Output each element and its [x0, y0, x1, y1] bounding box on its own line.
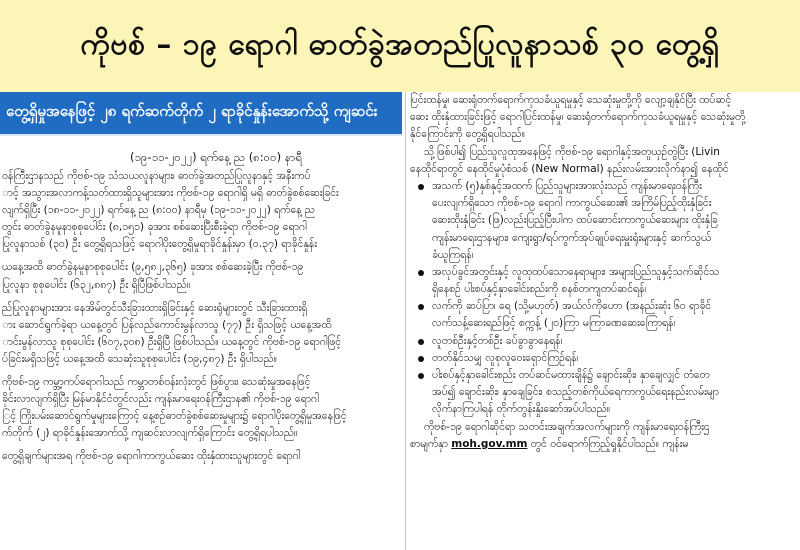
list-item-line: ကျန်းမာရေးဌာနများ၊ ကျေးရွာ/ရပ်ကွက်အုပ်ချုပ်ရေးမှူးရုံးများနှင့် ဆက်သွယ် [432, 231, 712, 244]
paragraph-line: ယနေ့အထိ ဓာတ်ခွဲနမူနာစုစုပေါင်း (၉,၅၈၂,၃၆၅) ခုအား စစ်ဆေးခဲ့ပြီး ကိုဗစ်-၁၉ [2, 261, 304, 274]
list-item-line: လိုက်နာကြပါရန် တိုက်တွန်းနှိုးဆော်အပ်ပါသည်။ [432, 403, 611, 416]
paragraph-line: စာမျက်နှာ moh.gov.mm တွင် ဝင်ရောက်ကြည့်ရှုနိုင်ပါသည်။ ကျန်းမ [410, 437, 689, 450]
left-article-body [0, 168, 402, 466]
paragraph-line: နေထိုင်ရာတွင် နေထိုင်မှုပုံစံသစ် (New Normal) နည်းလမ်းအားလိုက်နာ၍ နေထိုင် [410, 162, 729, 175]
list-item-line: ရှိနေစဉ် ပါးစပ်နှင့်နှာခေါင်းစည်းကို စနစ်တကျတပ်ဆင်ရန်၊ [432, 283, 647, 296]
bullet-icon [418, 304, 424, 310]
list-item [410, 298, 800, 332]
paragraph-line: ဆေး ထိုးနှံထားခြင်းဖြင့် ရောဂါပြင်းထန်မှု၊ ဆေးရုံတက်ရောက်ကုသခံယူရမှုနှင့် သေဆုံးမှုတို့ [410, 111, 746, 124]
paragraph-line: နိုင်ကြောင်းကို တွေ့ရှိရပါသည်။ [410, 128, 525, 141]
paragraph-line: ကိုဗစ်-၁၉ ကမ္ဘာ့ကပ်ရောဂါသည် ကမ္ဘာတစ်ဝန်းလုံးတွင် ဖြစ်ပွား၊ သေဆုံးမှုအနေဖြင့် [2, 376, 311, 389]
list-item-line: တတ်နိုင်သမျှ လူစုလူဝေးရှောင်ကြဉ်ရန်၊ [432, 351, 579, 364]
list-item-line: ပေးလျက်ရှိသော ကိုဗစ်-၁၉ ရောဂါ ကာကွယ်ဆေး၏ အကြိမ်ပြည့်ထိုးနှံခြင်း [432, 197, 712, 210]
column-divider [405, 92, 406, 550]
sub-headline-banner [0, 92, 402, 136]
paragraph-line: လျက်ရှိပြီး (၁၈-၁၁-၂၀၂၂) ရက်နေ့ ည (၈:၀၀) နာရီမှ (၁၉-၁၁-၂၀၂၂) ရက်နေ့ ည [2, 204, 316, 217]
list-item-line: အလုပ်ခွင်အတွင်းနှင့် လူထုထပ်သောနေရာများ၊ အများပြည်သူနှင့်သက်ဆိုင်သ [432, 265, 720, 278]
left-column [0, 92, 402, 550]
headline: ကိုဗစ် – ၁၉ ရောဂါ ဓာတ်ခွဲအတည်ပြုလူနာသစ် ၃၀ တွေ့ရှိ [80, 26, 720, 62]
paragraph-line: ား ဆောင်ရွက်ခဲ့ရာ ယနေ့တွင် ပြန်လည်ကောင်းမွန်လာသူ (၇၇) ဦး ရှိသဖြင့် ယနေ့အထိ [2, 318, 332, 331]
paragraph-line: ပြုလူနာသစ် (၃၀) ဦး တွေ့ရှိရသဖြင့် ရောဂါပိုးတွေ့ရှိမှုရာခိုင်နှုန်းမှာ (၀.၃၇) ရာခိုင်နှုန်း [2, 238, 317, 251]
article-paragraph [0, 448, 402, 465]
precaution-list [410, 178, 800, 419]
sub-headline: တွေ့ရှိမှုအနေဖြင့် ၂၈ ရက်ဆက်တိုက် ၂ ရာခိုင်နှုန်းအောက်သို့ ကျဆင်း [6, 102, 378, 120]
article-paragraph [0, 168, 402, 253]
dateline: (၁၉-၁၁-၂၀၂၂) ရက်နေ့ ည (၈:၀၀) နာရီ [130, 150, 302, 164]
moh-website-link[interactable]: moh.gov.mm [451, 437, 528, 450]
article-paragraph [0, 300, 402, 368]
paragraph-line: ပ်ခြင်းမရှိသဖြင့် ယနေ့အထိ သေဆုံးသူစုစုပေါင်း (၁၉,၄၈၇) ဦး ရှိပါသည်။ [2, 352, 277, 365]
list-item-line: ဆေးထိုးနှံခြင်း (ဖြ)လည်းပြည့်ပြီးပါက ထပ်ဆောင်းကာကွယ်ဆေးများ ထိုးနှံခြ [432, 214, 718, 227]
article-paragraph [0, 374, 402, 442]
paragraph-line: ပြုလူနာ စုစုပေါင်း (၆၃၂,၈၈၇) ဦး ရှိပြီဖြစ်ပါသည်။ [2, 278, 191, 291]
list-item-line: အပ်၍ ချောင်းဆိုး၊ နှာချေခြင်း၊ စသည့်တစ်ကိုယ်ရေကာကွယ်ရေးနည်းလမ်းမျာ [432, 386, 719, 399]
article-paragraph [0, 259, 402, 293]
bullet-icon [418, 184, 424, 190]
list-item-line: လူတစ်ဦးနှင့်တစ်ဦး ခပ်ခွာခွာနေရန်၊ [432, 334, 563, 347]
list-item [410, 178, 800, 264]
paragraph-line: က်တိုက် (၂) ရာခိုင်နှုန်းအောက်သို့ ကျဆင်းလာလျက်ရှိကြောင်း တွေ့ရှိရပါသည်။ [2, 427, 298, 440]
paragraph-line: ာင်းမွန်လာသူ စုစုပေါင်း (၆၀၇,၃၀၈) ဦးရှိပြီ ဖြစ်ပါသည်။ ယနေ့တွင် ကိုဗစ်-၁၉ ရောဂါဖြင့် [2, 335, 342, 348]
paragraph-line: သို့ဖြစ်ပါ၍ ပြည်သူလူထုအနေဖြင့် ကိုဗစ်-၁၉ ရောဂါနှင့်အတူယှဉ်တွဲပြီး (Livin [424, 145, 720, 158]
bullet-icon [418, 339, 424, 345]
paragraph-line: ဝန်ကြီးဌာနသည် ကိုဗစ်-၁၉ သံသယလူနာများ၊ ဓာတ်ခွဲအတည်ပြုလူနာနှင့် အနီးကပ် [2, 170, 311, 182]
right-living-with-covid-paragraph [410, 144, 800, 178]
paragraph-line: ြင့် ကြိုးပမ်းဆောင်ရွက်မှုများကြောင့် နေ့စဉ်ဓာတ်ခွဲစစ်ဆေးမှုများ၌ ရောဂါပိုးတွေ့ရှိမှုအနေဖြင့် [2, 410, 347, 423]
list-item [410, 333, 800, 350]
paragraph-line: ည်ပြုလူနာများအား နေအိမ်တွင်သီးခြားထားရှိခြင်းနှင့် ဆေးရုံများတွင် သီးခြားထားရှိ [2, 301, 308, 314]
paragraph-line: ခိုင်းလာလျက်ရှိပြီး မြန်မာနိုင်ငံတွင်လည်း ကျန်းမာရေးဝန်ကြီးဌာန၏ ကိုဗစ်-၁၉ ရောဂါ [2, 393, 319, 406]
paragraph-line: ပြင်းထန်မှု၊ ဆေးရုံတက်ရောက်ကုသခံယူရမှုနှင့် သေဆုံးမှုတို့ကို လျော့ချနိုင်ပြီး ထပ်ဆင့် [410, 94, 732, 106]
paragraph-line: ကိုဗစ်-၁၉ ရောဂါဆိုင်ရာ သတင်းအချက်အလက်များကို ကျန်းမာရေးဝန်ကြီးဌ [424, 420, 710, 433]
bullet-icon [418, 270, 424, 276]
right-intro-paragraph [410, 92, 800, 144]
right-column [410, 92, 800, 550]
list-item-line: ပါးစပ်နှင့်နှာခေါင်းစည်း တပ်ဆင်မထားချိန်၌ ချောင်းဆိုး၊ နှာချေလျှင် တံတေ [432, 369, 710, 381]
paragraph-line: တွင်း ဓာတ်ခွဲနမူနာစုစုပေါင်း (၈,၁၅၁) ခုအား စစ်ဆေးပြီးစီးခဲ့ရာ ကိုဗစ်-၁၉ ရောဂါ [2, 221, 307, 234]
list-item [410, 264, 800, 298]
list-item [410, 367, 800, 419]
list-item-line: လက်သန့်ဆေးရည်ဖြင့် စက္ကန့် (၂၀)ကြာ မကြာခဏဆေးကြောရန်၊ [432, 317, 676, 330]
list-item-line: အသက် (၅)နှစ်နှင့်အထက် ပြည်သူများအားလုံးသည် ကျန်းမာရေးဝန်ကြီး [432, 179, 702, 192]
paragraph-line: ာင့် အသွားအလာကန့်သတ်ထားရှိသူများအား ကိုဗစ်-၁၉ ရောဂါရှိ မရှိ ဓာတ်ခွဲစစ်ဆေးခြင်း [2, 187, 339, 200]
list-item-line: လက်ကို ဆပ်ပြာ၊ ရေ (သို့မဟုတ်) အယ်လ်ကိုဟော (အနည်းဆုံး ၆၀ ရာခိုင် [432, 300, 712, 313]
footer-paragraph [410, 419, 800, 453]
paragraph-line: တွေ့ရှိချက်များအရ ကိုဗစ်-၁၉ ရောဂါကာကွယ်ဆေး ထိုးနှံထားသူများတွင် ရောဂါ [2, 450, 301, 463]
headline-banner [0, 0, 800, 92]
list-item [410, 350, 800, 367]
bullet-icon [418, 356, 424, 362]
list-item-line: ခံယူကြရန်၊ [432, 248, 474, 261]
bullet-icon [418, 373, 424, 379]
